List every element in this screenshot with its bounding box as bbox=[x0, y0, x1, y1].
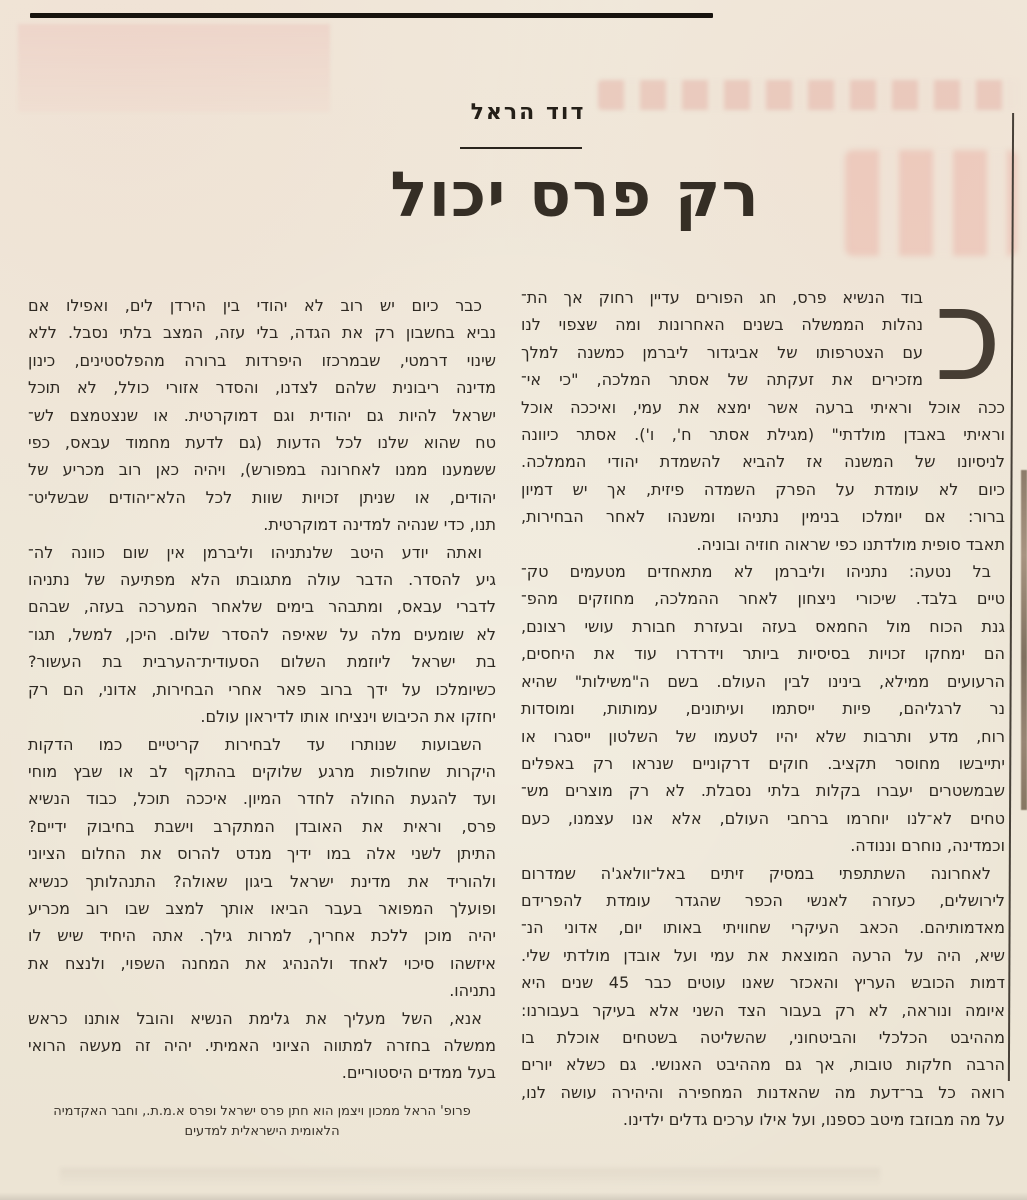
text-line: יהודים, או שניתן זכויות שוות לכל הלא־יהודים שבשליט־ bbox=[28, 487, 496, 507]
text-line: מאדמותיהם. הכאב העיקרי שחוויתי באותו יום, אדוני הנ־ bbox=[521, 918, 1005, 938]
text-line: ועד להגעת החולה לחדר המיון. איככה תוכל, כבוד הנשיא bbox=[28, 789, 496, 809]
text-line: גיע להסדר. הדבר עולה מתגובתו הלא מפתיעה של נתניהו bbox=[28, 570, 496, 590]
footnote-line: פרופ' הראל ממכון ויצמן הוא חתן פרס ישראל ופרס א.מ.ת., וחבר האקדמיה bbox=[53, 1104, 471, 1119]
text-line: נהלות הממשלה בשנים האחרונות ומה שצפוי לנו bbox=[521, 315, 923, 335]
paragraph bbox=[521, 558, 1005, 859]
article-column-left bbox=[28, 292, 496, 1087]
ghost-print-artifact-left bbox=[18, 24, 330, 112]
text-line: הרעועים ממילא, בינינו לבין העולם. בשם ה"משילות" שהיא bbox=[521, 671, 1005, 691]
text-line: בת ישראל ליוזמת השלום הסעודית־הערבית בת העשור? bbox=[28, 652, 496, 672]
article-headline: רק פרס יכול bbox=[390, 158, 760, 231]
byline-underline bbox=[460, 147, 582, 149]
text-line: לניסיונו של המשנה אז להביא להשמדת יהודי הממלכה. bbox=[521, 452, 1005, 472]
ghost-print-artifact-bottom bbox=[60, 1168, 880, 1186]
author-byline: דוד הראל bbox=[470, 100, 586, 125]
text-line: רואה כל בר־דעת מה שהאדנות המחפירה והיהירה עושה לנו, bbox=[521, 1082, 1005, 1102]
text-line: בל נטעה: נתניהו וליברמן לא מתאחדים מטעמים טק־ bbox=[521, 562, 991, 582]
text-line: מההיבט הכלכלי והביטחוני, שהשליטה בשטחים אוכלת בו bbox=[521, 1027, 1005, 1047]
text-line: ככה אוכל וראיתי ברעה אשר ימצא את עמי, ואיככה אוכל bbox=[521, 397, 1005, 417]
text-line: כיום לא עומדת על הפרק השמדה פיזית, אך יש דמיון bbox=[521, 479, 1005, 499]
text-line: בעל ממדים היסטוריים. bbox=[341, 1063, 496, 1083]
text-line: ששמענו ממנו לאחרונה במפורש), ויהיה כאן רוב מכריע של bbox=[28, 460, 496, 480]
text-line: תנו, כדי שנהיה למדינה דמוקרטית. bbox=[263, 515, 496, 535]
paragraph bbox=[28, 539, 496, 731]
text-line: לאחרונה השתתפתי במסיק זיתים באל־וולאג'ה שמדרום bbox=[521, 863, 991, 883]
text-line: נביא בחשבון רק את הגדה, בלי עזה, המצב בלתי נסבל. ללא bbox=[28, 323, 496, 343]
text-line: רוח, מדע ותרבות שלא יהיו לטעמו של השלטון ייסגרו או bbox=[521, 726, 1005, 746]
text-line: הם ימחקו זכויות בסיסיות ביותר וידרדרו עוד את היחסים, bbox=[521, 644, 1005, 664]
text-line: לדברי עבאס, ומתבהר בימים שלאחר המערכה בעזה, שבהם bbox=[28, 597, 496, 617]
text-line: ופועלך המפואר בעבר הביאו אותך למצב שבו רוב מכריע bbox=[28, 898, 496, 918]
scan-edge-artifact bbox=[1021, 470, 1027, 810]
text-line: שינוי דרמטי, שבמרכזו היפרדות ברורה מהפלסטינים, כינון bbox=[28, 350, 496, 370]
author-footnote bbox=[28, 1102, 496, 1141]
text-line: אנא, השל מעליך את גלימת הנשיא והובל אותנו כראש bbox=[28, 1008, 482, 1028]
text-line: איזשהו סיכוי לאחד ולהנהיג את המחנה השפוי, ולנצח את bbox=[28, 953, 496, 973]
ghost-print-artifact-headline bbox=[845, 150, 1017, 256]
text-line: טח שהוא שלנו לכל הדעות (גם לדעת מחמוד עבאס, כפי bbox=[28, 433, 496, 453]
text-line: ישראל להיות גם יהודית וגם דמוקרטית. או שנצטמצם לש־ bbox=[28, 405, 496, 425]
paragraph bbox=[28, 731, 496, 1005]
text-line: כבר כיום יש רוב לא יהודי בין הירדן לים, ואפילו אם bbox=[28, 296, 482, 315]
text-line: כשיומלכו על ידך ברוב פאר אחרי הבחירות, אדוני, הם רק bbox=[28, 679, 496, 699]
text-line: וראיתי באבדן מולדתי" (מגילת אסתר ח', ו'). אסתר כיוונה bbox=[521, 425, 1005, 445]
text-line: ברור: אם יומלכו בנימין נתניהו ומשנהו לאחר הבחירות, bbox=[521, 507, 1005, 527]
text-line: התיתן לשני אלה במו ידיך מנדט להרוס את החלום הציוני bbox=[28, 844, 496, 864]
text-line: בוד הנשיא פרס, חג הפורים עדיין רחוק אך הת־ bbox=[521, 288, 923, 307]
text-line: הרבה חלקות טובות, אך גם מההיבט האנושי. גם כשלא יורים bbox=[521, 1055, 1005, 1075]
text-line: על מה מבוזבז מיטב כספנו, ועל אילו ערכים גדלים ילדינו. bbox=[622, 1110, 1005, 1130]
text-line: השבועות שנותרו עד לבחירות קריטיים כמו הדקות bbox=[28, 734, 482, 754]
text-line: לירושלים, כעזרה לאנשי הכפר שהגדר עומדת להפרידם bbox=[521, 890, 1005, 910]
page-fold-line bbox=[1008, 113, 1014, 1081]
text-line: יתייבשו מחוסר תקציב. חוקים דרקוניים שנראו רק באפלים bbox=[521, 753, 1005, 773]
text-line: מזכירים את זעקתה של אסתר המלכה, "כי אי־ bbox=[521, 370, 923, 390]
paragraph bbox=[521, 860, 1005, 1134]
text-line: ואתה יודע היטב שלנתניהו וליברמן אין שום כוונה לה־ bbox=[28, 542, 482, 562]
text-line: ממשלה בחזרה למתווה הציוני האמיתי. יהיה זה מעשה הרואי bbox=[28, 1035, 496, 1055]
text-line: שבמשטרים יעברו בקלות בלתי נסבלת. לא רק מוצרים מש־ bbox=[521, 781, 1005, 801]
text-line: שיא, היה על הרעה המוצאת את עמי ועל אובדן מולדתי שלי. bbox=[521, 945, 1005, 965]
drop-cap-letter: כ bbox=[934, 261, 1002, 410]
top-divider-rule bbox=[30, 13, 713, 18]
text-line: היקרות שחולפות מרגע שלוקים בהתקף לב או שבץ מוחי bbox=[28, 761, 496, 781]
text-line: פרס, וראית את האובדן המתקרב וישבת בחיבוק ידיים? bbox=[28, 816, 496, 836]
text-line: מדינה ריבונית שלהם לצדנו, והסדר אזורי כולל, לא תוכל bbox=[28, 378, 496, 398]
text-line: דמות הכובש העריץ והאכזר שאנו עוטים כבר 45 שנים היא bbox=[521, 973, 1006, 993]
text-line: טיים בלבד. שיכורי ניצחון לאחר ההמלכה, מחוזקים מהפ־ bbox=[521, 589, 1005, 609]
paragraph bbox=[28, 1005, 496, 1087]
text-line: תאבד סופית מולדתנו כפי שראוה חוזיה ובוניה. bbox=[696, 534, 1005, 554]
text-line: יחזקו את הכיבוש וינציחו אותו לדיראון עולם. bbox=[200, 707, 496, 727]
text-line: ולהוריד את מדינת ישראל ביגון שאולה? התנהלותך כנשיא bbox=[28, 871, 496, 891]
text-line: טחים לא־לנו יוחרמו ברחבי העולם, אלא אנו עצמנו, כעם bbox=[521, 808, 1005, 828]
text-line: וכמדינה, נוחרם וננודה. bbox=[850, 836, 1005, 856]
paragraph bbox=[28, 292, 496, 539]
ghost-print-artifact-kicker bbox=[598, 80, 1018, 110]
text-line: נתניהו. bbox=[449, 981, 496, 1001]
text-line: יהיה מוכן ללכת אחריך, למרות גילך. אתה היחיד שיש לו bbox=[28, 926, 496, 946]
scan-bottom-shadow bbox=[0, 1192, 1027, 1200]
text-line: לא שומעים מלה על שאיפה להסדר שלום. היכן, למשל, תגו־ bbox=[28, 624, 496, 644]
text-line: עם הצטרפותו של אביגדור ליברמן כמשנה למלך bbox=[521, 342, 923, 362]
article-column-right bbox=[521, 261, 1006, 1134]
text-line: איומה ונוראה, לא רק בעבור הצד השני אלא בעיקר בעבורנו: bbox=[521, 1000, 1005, 1020]
text-line: גנת הכוח מול החמאס בעזה ובעזרת חבורת עושי רצונם, bbox=[521, 616, 1005, 636]
paragraph bbox=[521, 261, 1005, 558]
footnote-line: הלאומית הישראלית למדעים bbox=[184, 1123, 340, 1139]
text-line: נר לרגליהם, פיות ייסתמו ועיתונים, עמותות, ומוסדות bbox=[521, 699, 1005, 719]
